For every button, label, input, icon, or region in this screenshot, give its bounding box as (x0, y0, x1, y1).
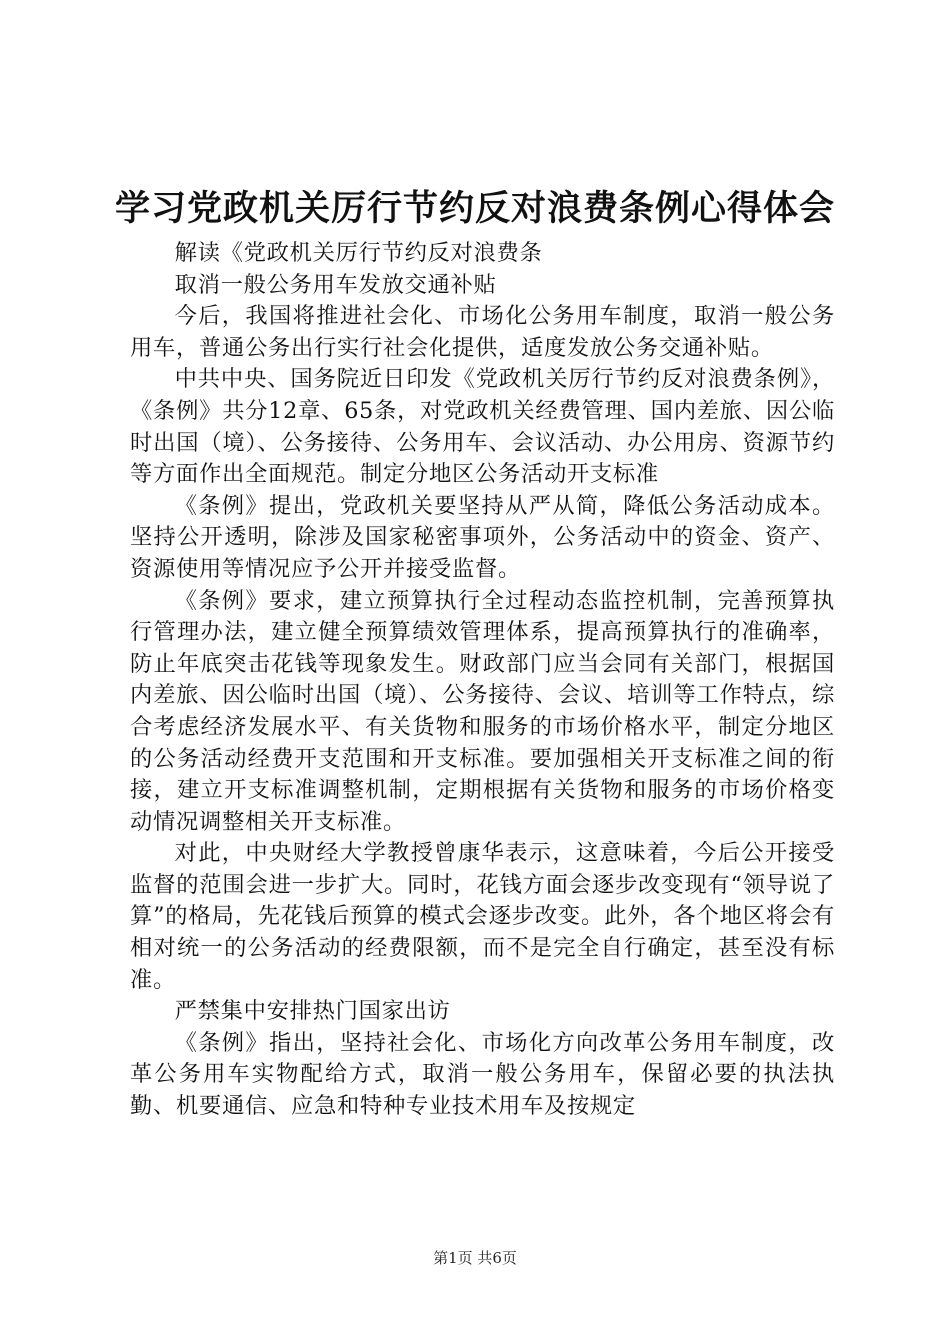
paragraph: 对此，中央财经大学教授曾康华表示，这意味着，今后公开接受监督的范围会进一步扩大。同时，花钱方面会逐步改变现有“领导说了算”的格局，先花钱后预算的模式会逐步改变。此外，各个地区将会有相对统一的公务活动的经费限额，而不是完全自行确定，甚至没有标准。 (130, 840, 835, 993)
document-body (130, 238, 835, 1123)
paragraph: 中共中央、国务院近日印发《党政机关厉行节约反对浪费条例》，《条例》共分12章、65条，对党政机关经费管理、国内差旅、因公临时出国（境）、公务接待、公务用车、会议活动、办公用房、资源节约等方面作出全面规范。制定分地区公务活动开支标准 (130, 366, 835, 488)
paragraph: 《条例》要求，建立预算执行全过程动态监控机制，完善预算执行管理办法，建立健全预算绩效管理体系，提高预算执行的准确率，防止年底突击花钱等现象发生。财政部门应当会同有关部门，根据国内差旅、因公临时出国（境）、公务接待、会议、培训等工作特点，综合考虑经济发展水平、有关货物和服务的市场价格水平，制定分地区的公务活动经费开支范围和开支标准。要加强相关开支标准之间的衔接，建立开支标准调整机制，定期根据有关货物和服务的市场价格变动情况调整相关开支标准。 (130, 587, 835, 835)
paragraph-heading-travel: 严禁集中安排热门国家出访 (174, 998, 451, 1025)
paragraph: 《条例》指出，坚持社会化、市场化方向改革公务用车制度，改革公务用车实物配给方式，取消一般公务用车，保留必要的执法执勤、机要通信、应急和特种专业技术用车及按规定 (130, 1029, 835, 1120)
paragraph: 《条例》提出，党政机关要坚持从严从简，降低公务活动成本。坚持公开透明，除涉及国家秘密事项外，公务活动中的资金、资产、资源使用等情况应予公开并接受监督。 (130, 492, 835, 582)
page-footer: 第1页 共6页 (433, 1249, 517, 1267)
paragraph-subtitle: 解读《党政机关厉行节约反对浪费条 (174, 240, 543, 266)
paragraph: 今后，我国将推进社会化、市场化公务用车制度，取消一般公务用车，普通公务出行实行社会化提供，适度发放公务交通补贴。 (130, 303, 835, 361)
paragraph-heading-transport: 取消一般公务用车发放交通补贴 (174, 271, 497, 298)
document-title: 学习党政机关厉行节约反对浪费条例心得体会 (114, 188, 835, 229)
